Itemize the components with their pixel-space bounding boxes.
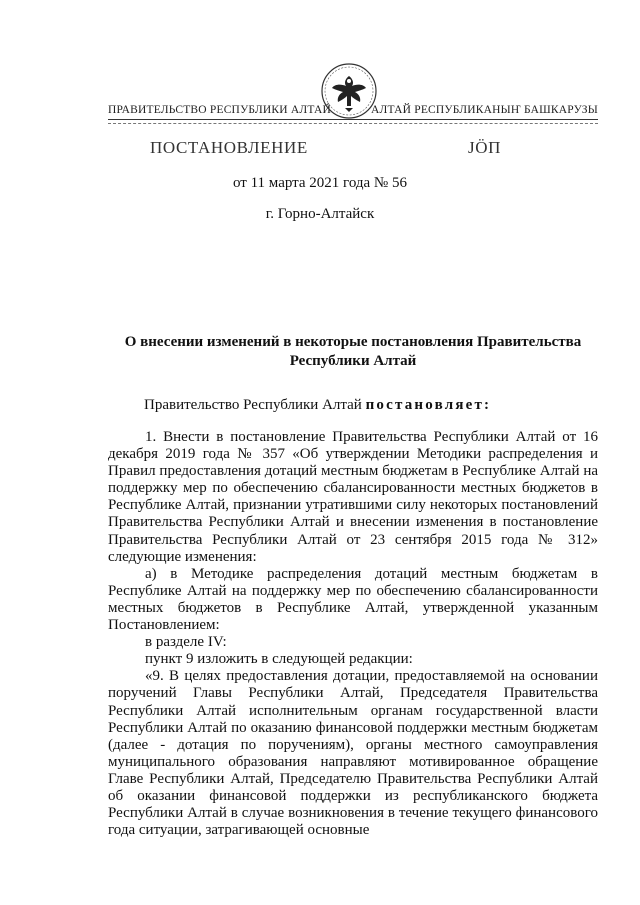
paragraph: 1. Внести в постановление Правительства Республики Алтай от 16 декабря 2019 года № 357 «Об утверждении Методики распределения и Правил предоставления дотаций местным бюджетам в Республике Алтай на поддержку мер по обеспечению сбалансированности местных бюджетов в Республике Алтай, признании утратившими силу некоторых постановлений Правительства Республики Алтай и внесении изменения в постановление Правительства Республики Алтай от 23 сентября 2015 года № 312» следующие изменения: [108,429,598,565]
document-body [108,429,598,839]
letterhead-rule [108,119,598,120]
document-type-altai: JӦП [468,138,501,157]
document-city: г. Горно-Алтайск [265,206,375,222]
document-title: О внесении изменений в некоторые постановления Правительства Республики Алтай [124,334,582,369]
government-name-altai: АЛТАЙ РЕСПУБЛИКАНЫҤ БАШКАРУЗЫ [371,104,598,116]
document-date: от 11 марта 2021 года № 56 [233,175,407,191]
paragraph: а) в Методике распределения дотаций местным бюджетам в Республике Алтай на поддержку мер по обеспечению сбалансированности местных бюджетов в Республике Алтай, утвержденной указанным Постановлением: [108,565,598,634]
preamble-verb: постановляет: [365,397,492,413]
letterhead [108,62,598,128]
letterhead-rule-thin [108,123,598,124]
government-name-ru: ПРАВИТЕЛЬСТВО РЕСПУБЛИКИ АЛТАЙ [108,104,332,116]
paragraph: пункт 9 изложить в следующей редакции: [145,651,413,668]
preamble [144,397,491,414]
paragraph: в разделе IV: [145,634,227,651]
coat-of-arms-icon [320,62,378,120]
paragraph: «9. В целях предоставления дотации, предоставляемой на основании поручений Главы Республики Алтай, Председателя Правительства Республики Алтай исполнительным органам государственной власти Республики Алтай по оказанию финансовой поддержки местным бюджетам (далее - дотация по поручениям), органы местного самоуправления муниципального образования направляют мотивированное обращение Главе Республики Алтай, Председателю Правительства Республики Алтай об оказании финансовой поддержки из республиканского бюджета Республики Алтай в случае возникновения в течение текущего финансового года ситуации, затрагивающей основные [108,668,598,839]
preamble-subject: Правительство Республики Алтай [144,397,362,413]
document-type-ru: ПОСТАНОВЛЕНИЕ [150,138,308,157]
